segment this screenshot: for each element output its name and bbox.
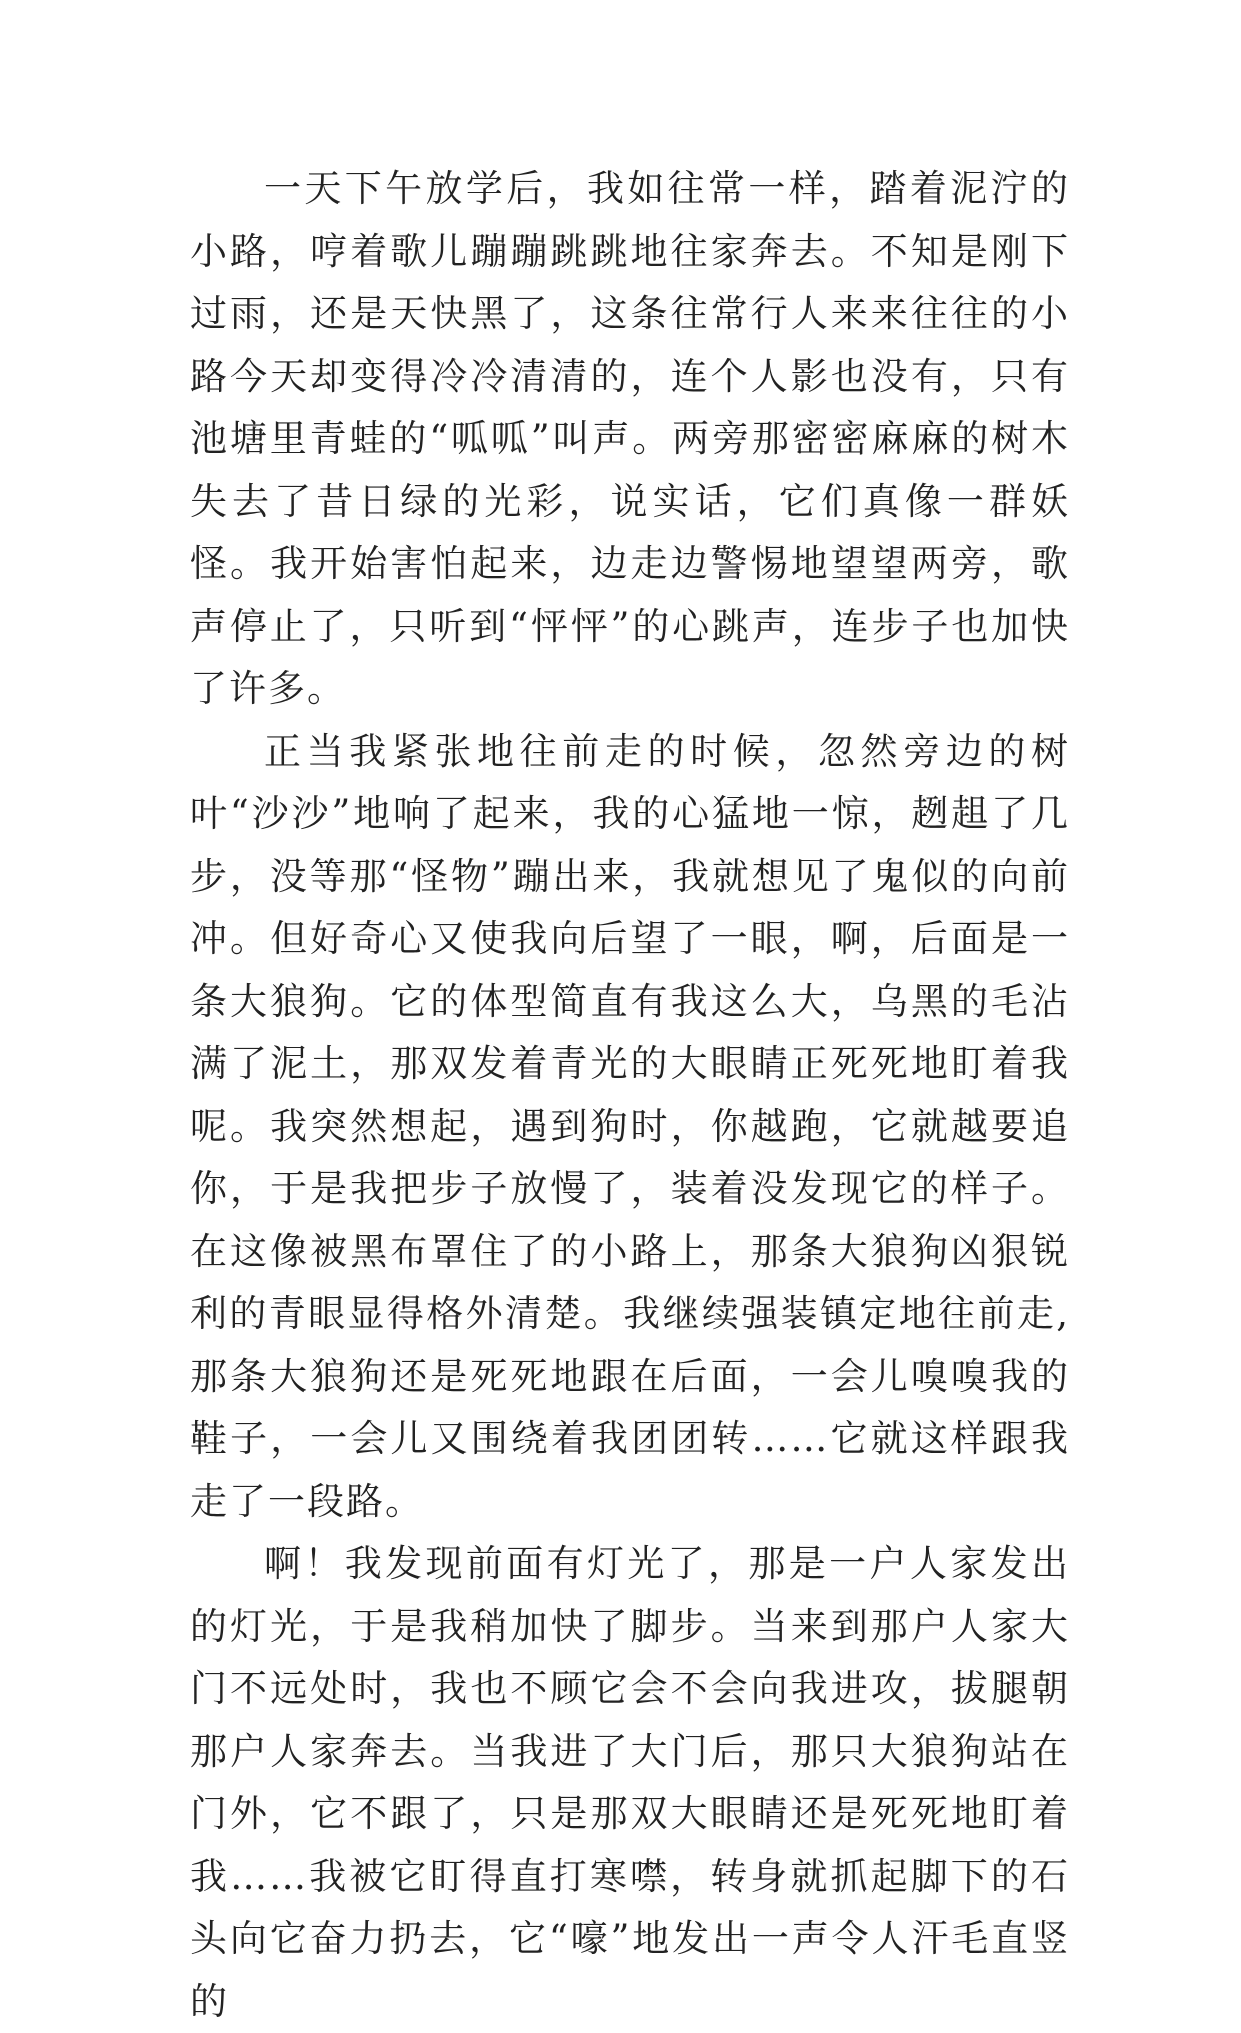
document-body <box>190 158 1070 2033</box>
paragraph-1: 一天下午放学后，我如往常一样，踏着泥泞的小路，哼着歌儿蹦蹦跳跳地往家奔去。不知是刚下过雨，还是天快黑了，这条往常行人来来往往的小路今天却变得冷冷清清的，连个人影也没有，只有池塘里青蛙的“呱呱”叫声。两旁那密密麻麻的树木失去了昔日绿的光彩，说实话，它们真像一群妖怪。我开始害怕起来，边走边警惕地望望两旁，歌声停止了，只听到“怦怦”的心跳声，连步子也加快了许多。 <box>190 167 1070 710</box>
paragraph-2: 正当我紧张地往前走的时候，忽然旁边的树叶“沙沙”地响了起来，我的心猛地一惊，趔趄了几步，没等那“怪物”蹦出来，我就想见了鬼似的向前冲。但好奇心又使我向后望了一眼，啊，后面是一条大狼狗。它的体型简直有我这么大，乌黑的毛沾满了泥土，那双发着青光的大眼睛正死死地盯着我呢。我突然想起，遇到狗时，你越跑，它就越要追你，于是我把步子放慢了，装着没发现它的样子。在这像被黑布罩住了的小路上，那条大狼狗凶狠锐利的青眼显得格外清楚。我继续强装镇定地往前走,那条大狼狗还是死死地跟在后面，一会儿嗅嗅我的鞋子，一会儿又围绕着我团团转……它就这样跟我走了一段路。 <box>190 729 1070 1523</box>
paragraph-3: 啊！我发现前面有灯光了，那是一户人家发出的灯光，于是我稍加快了脚步。当来到那户人家大门不远处时，我也不顾它会不会向我进攻，拔腿朝那户人家奔去。当我进了大门后，那只大狼狗站在门外，它不跟了，只是那双大眼睛还是死死地盯着我……我被它盯得直打寒噤，转身就抓起脚下的石头向它奋力扔去，它“嚎”地发出一声令人汗毛直竖的 <box>190 1542 1070 2023</box>
